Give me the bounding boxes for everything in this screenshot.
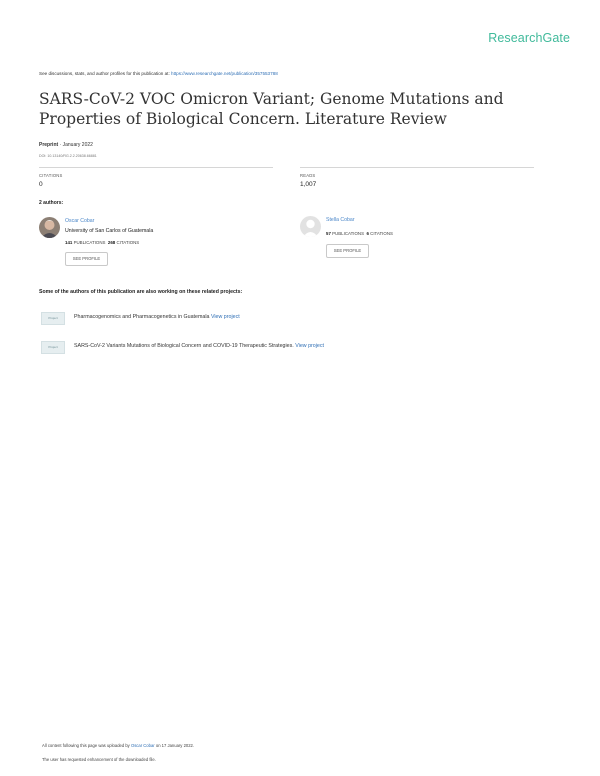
project-title: Pharmacogenomics and Pharmacogenetics in Guatemala (74, 314, 210, 320)
footer-user-link[interactable]: Oscar Cobar (130, 743, 155, 748)
publications-label: PUBLICATIONS (332, 231, 365, 236)
citations-count: 268 (107, 240, 116, 245)
project-icon-text: Project (48, 345, 58, 349)
citations-label: CITATIONS (116, 240, 140, 245)
project-icon-text: Project (48, 316, 58, 320)
discussion-line (39, 71, 278, 76)
project-title: SARS-CoV-2 Variants Mutations of Biological Concern and COVID-19 Therapeutic Strategies. (74, 343, 294, 349)
project-icon (41, 341, 65, 354)
divider (39, 167, 273, 168)
author-photo-icon (39, 217, 60, 238)
author-name[interactable]: Stella Cobar (326, 217, 355, 223)
preprint-line (39, 142, 93, 148)
citations-value: 0 (39, 181, 43, 188)
see-profile-button[interactable]: SEE PROFILE (65, 252, 108, 266)
publications-count: 57 (326, 231, 331, 236)
citations-count: 6 (366, 231, 369, 236)
reads-value: 1,007 (300, 181, 317, 188)
preprint-date: · January 2022 (58, 142, 93, 148)
author-name[interactable]: Oscar Cobar (65, 218, 95, 224)
researchgate-logo[interactable]: ResearchGate (488, 31, 570, 45)
footer-suffix: on 17 January 2022. (155, 743, 195, 748)
citations-label: CITATIONS (39, 173, 63, 178)
view-project-link[interactable]: View project (210, 314, 240, 320)
citations-label: CITATIONS (370, 231, 393, 236)
reads-label: READS (300, 173, 316, 178)
projects-heading: Some of the authors of this publication are also working on these related projects: (39, 289, 243, 295)
avatar[interactable] (300, 216, 321, 237)
authors-heading: 2 authors: (39, 200, 64, 206)
project-icon (41, 312, 65, 325)
publications-count: 141 (65, 240, 73, 245)
author-stats (65, 240, 139, 245)
preprint-type: Preprint (39, 142, 59, 148)
page-title: SARS-CoV-2 VOC Omicron Variant; Genome Mutations and Properties of Biological Concern. Literature Review (39, 90, 504, 128)
footer-enhancement-note: The user has requested enhancement of the downloaded file. (42, 757, 156, 762)
see-profile-button[interactable]: SEE PROFILE (326, 244, 369, 258)
avatar[interactable] (39, 217, 60, 238)
author-affiliation[interactable]: University of San Carlos of Guatemala (65, 228, 154, 234)
view-project-link[interactable]: View project (295, 343, 324, 349)
default-avatar-icon (300, 216, 321, 237)
doi: DOI: 10.13140/RG.2.2.20638.66881 (39, 154, 97, 158)
footer-prefix: All content following this page was uploaded by (42, 743, 130, 748)
footer-upload-note (42, 743, 194, 748)
divider (300, 167, 534, 168)
author-stats (326, 231, 393, 236)
project-item (74, 314, 240, 320)
discussion-prefix: See discussions, stats, and author profiles for this publication at: (39, 71, 170, 76)
publication-link[interactable]: https://www.researchgate.net/publication/357553788 (171, 71, 278, 76)
publications-label: PUBLICATIONS (73, 240, 106, 245)
project-item (74, 343, 324, 349)
